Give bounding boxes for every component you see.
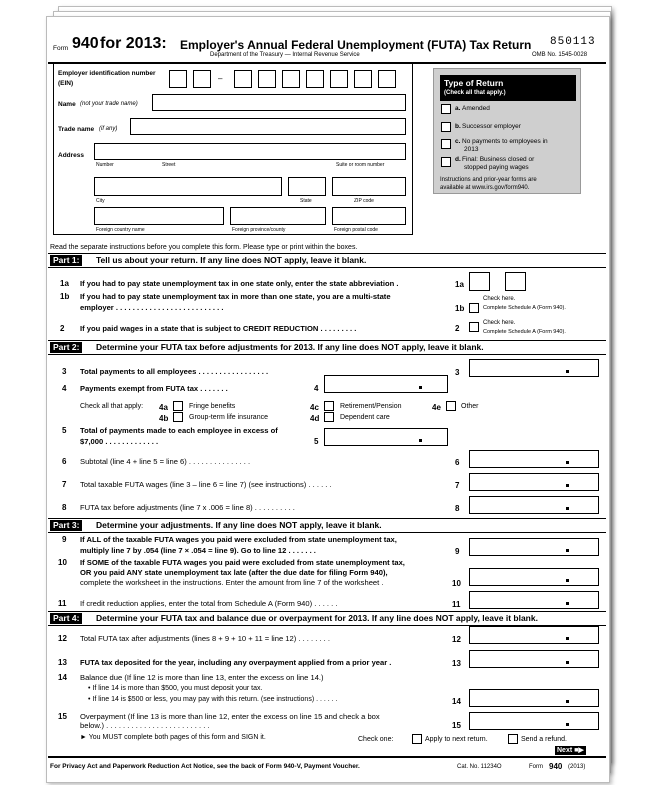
option-final-label: Final: Business closed or [462, 156, 535, 163]
option-a-key: a. [455, 105, 461, 112]
ein-label: Employer identification number [58, 70, 156, 77]
foreign-postal-caption: Foreign postal code [334, 227, 378, 233]
apply-next-return-label: Apply to next return. [425, 736, 488, 743]
line-1a-ref: 1a [455, 280, 464, 289]
type-of-return-panel [433, 68, 581, 194]
line-5-ref: 5 [314, 437, 319, 446]
part-4-label: Part 4: [50, 613, 82, 624]
line-14-text-2: • If line 14 is more than $500, you must deposit your tax. [88, 685, 263, 692]
line-1b-ref: 1b [455, 304, 465, 313]
line-8-ref: 8 [455, 504, 460, 513]
fringe-benefits-checkbox[interactable] [173, 401, 183, 411]
line-4-ref: 4 [314, 384, 319, 393]
dependent-care-checkbox[interactable] [324, 412, 334, 422]
line-1b-check-here: Check here. [483, 296, 516, 302]
group-term-life-label: Group-term life insurance [189, 414, 268, 421]
form-word: Form [53, 45, 69, 52]
instructions-note-url: available at www.irs.gov/form940. [440, 185, 530, 191]
line-1a-number: 1a [60, 279, 69, 288]
state-abbr-field-1[interactable] [469, 272, 490, 291]
amended-checkbox[interactable] [441, 104, 451, 114]
line-15-ref: 15 [452, 721, 461, 730]
line-12-number: 12 [58, 634, 67, 643]
line-11-text: If credit reduction applies, enter the total from Schedule A (Form 940) . . . . . . [80, 599, 338, 608]
state-abbr-field-2[interactable] [505, 272, 526, 291]
line-3-ref: 3 [455, 368, 460, 377]
line-10-text-3: complete the worksheet in the instructions. Enter the amount from line 7 of the worksheet . [80, 578, 384, 587]
part-1-title: Tell us about your return. If any line does NOT apply, leave it blank. [96, 255, 367, 265]
part-3-label: Part 3: [50, 520, 82, 531]
ein-abbr: (EIN) [58, 80, 74, 87]
option-amended-label: Amended [462, 105, 490, 112]
line-3-text: Total payments to all employees . . . . . . . . . . . . . . . . . [80, 367, 269, 376]
line-5-amount-field[interactable] [324, 428, 448, 446]
form-subtitle: Department of the Treasury — Internal Revenue Service [210, 52, 360, 58]
decimal-point [566, 461, 569, 464]
no-payments-checkbox[interactable] [441, 139, 451, 149]
type-of-return-subtitle: (Check all that apply.) [444, 90, 506, 96]
city-caption: City [96, 198, 105, 204]
footer-form-word: Form [529, 764, 543, 770]
line-14-ref: 14 [452, 697, 461, 706]
line-4c-key: 4c [310, 403, 319, 412]
part-1-label: Part 1: [50, 255, 82, 266]
foreign-country-caption: Foreign country name [96, 227, 145, 233]
line-6-number: 6 [62, 457, 67, 466]
foreign-country-field[interactable] [94, 207, 224, 225]
retirement-checkbox[interactable] [324, 401, 334, 411]
document-code: 850113 [550, 36, 596, 48]
trade-name-label: Trade name [58, 126, 95, 133]
option-final-label-2: stopped paying wages [464, 164, 529, 171]
ein-digit-field[interactable] [234, 70, 252, 88]
footer-form-number: 940 [549, 762, 563, 771]
ein-digit-field[interactable] [330, 70, 348, 88]
foreign-postal-field[interactable] [332, 207, 406, 225]
apply-next-return-checkbox[interactable] [412, 734, 422, 744]
part-4-title: Determine your FUTA tax and balance due or overpayment for 2013. If any line does NOT apply, leave it blank. [96, 613, 538, 623]
line-9-text-2: multiply line 7 by .054 (line 7 × .054 = line 9). Go to line 12 . . . . . . . [80, 546, 316, 555]
type-of-return-title: Type of Return [444, 78, 504, 88]
part-2-title: Determine your FUTA tax before adjustments for 2013. If any line does NOT apply, leave it blank. [96, 342, 484, 352]
line-9-amount-field[interactable] [469, 538, 599, 556]
multi-state-checkbox[interactable] [469, 303, 479, 313]
ein-dash: – [218, 74, 223, 83]
trade-name-field[interactable] [130, 118, 406, 135]
intro-instructions: Read the separate instructions before you complete this form. Please type or print within the boxes. [50, 244, 358, 251]
line-5-number: 5 [62, 426, 67, 435]
option-d-key: d. [455, 156, 461, 163]
line-13-number: 13 [58, 658, 67, 667]
option-no-payments-year: 2013 [464, 146, 479, 153]
line-4-text: Payments exempt from FUTA tax . . . . . . . [80, 384, 228, 393]
decimal-point [566, 507, 569, 510]
option-successor-label: Successor employer [462, 123, 521, 130]
footer-year: (2013) [568, 764, 586, 770]
zip-field[interactable] [332, 177, 406, 196]
line-1b-text: If you had to pay state unemployment tax in more than one state, you are a multi-state [80, 292, 391, 301]
send-refund-label: Send a refund. [521, 736, 567, 743]
line-4-number: 4 [62, 384, 67, 393]
line-10-amount-field[interactable] [469, 568, 599, 586]
check-all-label: Check all that apply: [80, 403, 144, 410]
dependent-care-label: Dependent care [340, 414, 390, 421]
zip-caption: ZIP code [354, 198, 374, 204]
part-1-header [48, 253, 606, 268]
line-9-text: If ALL of the taxable FUTA wages you paid were excluded from state unemployment tax, [80, 535, 397, 544]
type-of-return-header [440, 75, 576, 101]
line-2-schedule-note: Complete Schedule A (Form 940). [483, 329, 566, 335]
line-13-ref: 13 [452, 659, 461, 668]
line-10-ref: 10 [452, 579, 461, 588]
omb-number: OMB No. 1545-0028 [532, 52, 588, 58]
line-2-ref: 2 [455, 324, 460, 333]
trade-name-hint: (if any) [99, 126, 118, 132]
city-field[interactable] [94, 177, 282, 196]
decimal-point [566, 661, 569, 664]
decimal-point [566, 723, 569, 726]
decimal-point [566, 579, 569, 582]
line-7-number: 7 [62, 480, 67, 489]
line-6-amount-field[interactable] [469, 450, 599, 468]
line-10-number: 10 [58, 558, 67, 567]
line-1a-text: If you had to pay state unemployment tax in one state only, enter the state abbreviation . [80, 279, 399, 288]
ein-digit-field[interactable] [282, 70, 300, 88]
retirement-label: Retirement/Pension [340, 403, 402, 410]
street-address-field[interactable] [94, 143, 406, 160]
line-7-amount-field[interactable] [469, 473, 599, 491]
decimal-point [566, 700, 569, 703]
line-4e-key: 4e [432, 403, 441, 412]
other-checkbox[interactable] [446, 401, 456, 411]
line-7-ref: 7 [455, 481, 460, 490]
part-4-header [48, 611, 606, 626]
name-hint: (not your trade name) [80, 101, 138, 107]
line-13-text: FUTA tax deposited for the year, including any overpayment applied from a prior year . [80, 658, 392, 667]
ein-digit-field[interactable] [378, 70, 396, 88]
line-13-amount-field[interactable] [469, 650, 599, 668]
suite-caption: Suite or room number [336, 162, 385, 168]
line-15-text-2: below.) . . . . . . . . . . . . . . . . . . . . . . . . . [80, 721, 210, 730]
option-c-key: c. [455, 138, 461, 145]
state-caption: State [300, 198, 312, 204]
line-12-amount-field[interactable] [469, 626, 599, 644]
line-5-text: Total of payments made to each employee in excess of [80, 426, 278, 435]
form-year-title: for 2013: [100, 35, 167, 52]
line-6-text: Subtotal (line 4 + line 5 = line 6) . . . . . . . . . . . . . . . [80, 457, 251, 466]
line-8-text: FUTA tax before adjustments (line 7 x .006 = line 8) . . . . . . . . . . [80, 503, 295, 512]
decimal-point [419, 386, 422, 389]
name-label: Name [58, 101, 76, 108]
line-8-amount-field[interactable] [469, 496, 599, 514]
footer-rule [48, 756, 606, 758]
line-2-check-here: Check here. [483, 320, 516, 326]
line-14-text-3: • If line 14 is $500 or less, you may pay with this return. (see instructions) . . . . . . [88, 696, 338, 703]
name-field[interactable] [152, 94, 406, 111]
line-9-ref: 9 [455, 547, 460, 556]
part-3-header [48, 518, 606, 533]
line-7-text: Total taxable FUTA wages (line 3 – line 6 = line 7) (see instructions) . . . . . . [80, 480, 332, 489]
credit-reduction-checkbox[interactable] [469, 322, 479, 332]
line-10-text: If SOME of the taxable FUTA wages you paid were excluded from state unemployment tax, [80, 558, 405, 567]
line-1b-schedule-note: Complete Schedule A (Form 940). [483, 305, 566, 311]
send-refund-checkbox[interactable] [508, 734, 518, 744]
part-3-title: Determine your adjustments. If any line does NOT apply, leave it blank. [96, 520, 382, 530]
option-b-key: b. [455, 123, 461, 130]
line-9-number: 9 [62, 535, 67, 544]
line-15-text: Overpayment (If line 13 is more than line 12, enter the excess on line 15 and check a box [80, 712, 380, 721]
line-4-amount-field[interactable] [324, 375, 448, 393]
decimal-point [566, 549, 569, 552]
line-10-text-2: OR you paid ANY state unemployment tax late (after the due date for filing Form 940), [80, 568, 388, 577]
decimal-point [419, 439, 422, 442]
final-checkbox[interactable] [441, 157, 451, 167]
ein-digit-field[interactable] [258, 70, 276, 88]
privacy-notice: For Privacy Act and Paperwork Reduction Act Notice, see the back of Form 940-V, Payment Voucher. [50, 763, 360, 770]
line-12-ref: 12 [452, 635, 461, 644]
line-12-text: Total FUTA tax after adjustments (lines 8 + 9 + 10 + 11 = line 12) . . . . . . . . [80, 634, 331, 643]
part-2-header [48, 340, 606, 355]
line-11-ref: 11 [452, 600, 461, 609]
number-caption: Number [96, 162, 114, 168]
line-11-number: 11 [58, 599, 67, 608]
employer-info-box [53, 63, 413, 235]
decimal-point [566, 637, 569, 640]
instructions-note: Instructions and prior-year forms are [440, 177, 537, 183]
option-no-payments-label: No payments to employees in [462, 138, 548, 145]
decimal-point [566, 370, 569, 373]
line-2-text: If you paid wages in a state that is subject to CREDIT REDUCTION . . . . . . . . . [80, 324, 357, 333]
part-2-label: Part 2: [50, 342, 82, 353]
line-1b-text-2: employer . . . . . . . . . . . . . . . . . . . . . . . . . . [80, 303, 224, 312]
foreign-province-caption: Foreign province/county [232, 227, 286, 233]
form-title: Employer's Annual Federal Unemployment (FUTA) Tax Return [180, 38, 532, 52]
line-4a-key: 4a [159, 403, 168, 412]
line-2-number: 2 [60, 324, 65, 333]
other-label: Other [461, 403, 479, 410]
line-6-ref: 6 [455, 458, 460, 467]
line-4d-key: 4d [310, 414, 320, 423]
line-14-number: 14 [58, 673, 67, 682]
street-caption: Street [162, 162, 176, 168]
line-8-number: 8 [62, 503, 67, 512]
line-3-number: 3 [62, 367, 67, 376]
ein-digit-field[interactable] [193, 70, 211, 88]
line-4b-key: 4b [159, 414, 169, 423]
form-number: 940 [72, 35, 99, 52]
line-11-amount-field[interactable] [469, 591, 599, 609]
line-14-text: Balance due (If line 12 is more than line 13, enter the excess on line 14.) [80, 673, 324, 682]
group-term-life-checkbox[interactable] [173, 412, 183, 422]
line-15-amount-field[interactable] [469, 712, 599, 730]
ein-digit-field[interactable] [169, 70, 187, 88]
sign-notice: ► You MUST complete both pages of this form and SIGN it. [80, 734, 266, 741]
line-3-amount-field[interactable] [469, 359, 599, 377]
catalog-number: Cat. No. 11234O [457, 764, 502, 770]
next-page-indicator: Next ■▶ [557, 747, 584, 754]
decimal-point [566, 484, 569, 487]
line-15-number: 15 [58, 712, 67, 721]
check-one-label: Check one: [358, 736, 394, 743]
line-14-amount-field[interactable] [469, 689, 599, 707]
line-1b-number: 1b [60, 292, 70, 301]
ein-digit-field[interactable] [306, 70, 324, 88]
fringe-benefits-label: Fringe benefits [189, 403, 236, 410]
line-5-text-2: $7,000 . . . . . . . . . . . . . [80, 437, 159, 446]
ein-digit-field[interactable] [354, 70, 372, 88]
address-label: Address [58, 152, 85, 159]
decimal-point [566, 602, 569, 605]
successor-checkbox[interactable] [441, 122, 451, 132]
state-field[interactable] [288, 177, 326, 196]
foreign-province-field[interactable] [230, 207, 326, 225]
